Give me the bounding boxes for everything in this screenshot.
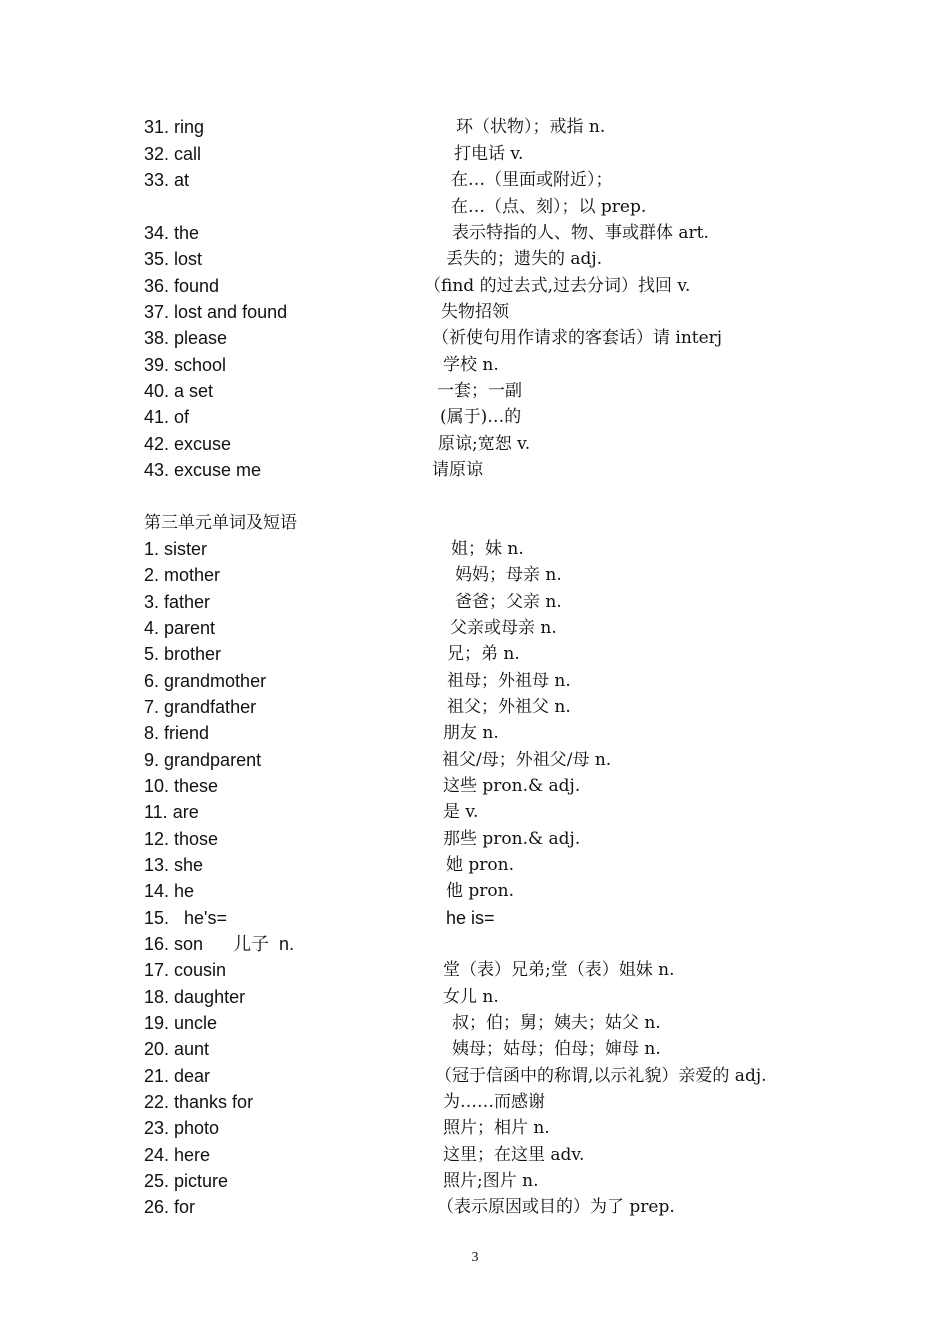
vocab-row	[0, 457, 950, 483]
vocab-row	[0, 1036, 950, 1062]
vocab-row	[0, 194, 950, 220]
english-word: 4. parent	[144, 618, 216, 638]
english-word: 14. he	[144, 881, 195, 901]
english-word: 5. brother	[144, 644, 222, 664]
english-word: 23. photo	[144, 1118, 220, 1138]
chinese-meaning: 她 pron.	[446, 855, 514, 875]
chinese-meaning: 他 pron.	[446, 881, 514, 901]
vocab-row	[0, 378, 950, 404]
vocab-row	[0, 536, 950, 562]
english-word: 21. dear	[144, 1066, 211, 1086]
unit-3-heading: 第三单元单词及短语	[144, 513, 297, 533]
chinese-meaning: 打电话 v.	[454, 144, 524, 164]
english-word: 19. uncle	[144, 1013, 218, 1033]
chinese-meaning: 是 v.	[443, 802, 479, 822]
chinese-meaning: 妈妈；母亲 n.	[455, 565, 562, 585]
chinese-meaning: 父亲或母亲 n.	[450, 618, 557, 638]
english-word: 2. mother	[144, 565, 221, 585]
chinese-meaning: 表示特指的人、物、事或群体 art.	[452, 223, 709, 243]
vocab-row	[0, 299, 950, 325]
vocab-row	[0, 589, 950, 615]
english-word: 40. a set	[144, 381, 214, 401]
english-word: 18. daughter	[144, 987, 246, 1007]
english-word: 16. son 儿子 n.	[144, 934, 295, 954]
vocab-row	[0, 1010, 950, 1036]
vocab-row	[0, 1089, 950, 1115]
vocab-row	[0, 931, 950, 957]
chinese-meaning: （find 的过去式,过去分词）找回 v.	[424, 276, 691, 296]
vocab-row	[0, 826, 950, 852]
english-word: 1. sister	[144, 539, 208, 559]
english-word: 3. father	[144, 592, 211, 612]
chinese-meaning: 祖母；外祖母 n.	[447, 671, 571, 691]
english-word: 34. the	[144, 223, 200, 243]
english-word: 35. lost	[144, 249, 203, 269]
vocab-row	[0, 668, 950, 694]
vocab-row	[0, 984, 950, 1010]
vocab-row	[0, 167, 950, 193]
vocab-row	[0, 1142, 950, 1168]
english-word: 9. grandparent	[144, 750, 262, 770]
english-word: 6. grandmother	[144, 671, 267, 691]
vocab-row	[0, 114, 950, 140]
chinese-meaning: 请原谅	[432, 460, 483, 480]
chinese-meaning: 爸爸；父亲 n.	[455, 592, 562, 612]
chinese-meaning: 为……而感谢	[443, 1092, 545, 1112]
english-word: 12. those	[144, 829, 219, 849]
vocab-row	[0, 694, 950, 720]
chinese-meaning: （祈使句用作请求的客套话）请 interj	[432, 328, 723, 348]
english-word: 20. aunt	[144, 1039, 210, 1059]
vocab-row	[0, 246, 950, 272]
vocab-row	[0, 799, 950, 825]
english-word: 26. for	[144, 1197, 196, 1217]
vocab-row	[0, 141, 950, 167]
english-word: 36. found	[144, 276, 220, 296]
english-word: 42. excuse	[144, 434, 232, 454]
chinese-meaning: （冠于信函中的称谓,以示礼貌）亲爱的 adj.	[435, 1066, 767, 1086]
english-word: 22. thanks for	[144, 1092, 254, 1112]
chinese-meaning: 学校 n.	[443, 355, 499, 375]
vocab-row	[0, 431, 950, 457]
vocab-row	[0, 1115, 950, 1141]
chinese-meaning: 原谅;宽恕 v.	[438, 434, 531, 454]
vocab-row	[0, 641, 950, 667]
vocab-row	[0, 852, 950, 878]
vocab-row	[0, 615, 950, 641]
chinese-meaning: 这些 pron.& adj.	[443, 776, 581, 796]
english-word: 8. friend	[144, 723, 210, 743]
chinese-meaning: 照片;图片 n.	[443, 1171, 539, 1191]
english-word: 43. excuse me	[144, 460, 262, 480]
english-word: 37. lost and found	[144, 302, 288, 322]
english-word: 41. of	[144, 407, 190, 427]
english-word: 25. picture	[144, 1171, 229, 1191]
chinese-meaning: 叔；伯；舅；姨夫；姑父 n.	[452, 1013, 661, 1033]
chinese-meaning: 这里；在这里 adv.	[443, 1145, 585, 1165]
vocab-row	[0, 905, 950, 931]
vocab-row	[0, 325, 950, 351]
chinese-meaning: 那些 pron.& adj.	[443, 829, 581, 849]
english-word: 17. cousin	[144, 960, 227, 980]
vocab-row	[0, 1194, 950, 1220]
english-word: 31. ring	[144, 117, 205, 137]
chinese-meaning: （表示原因或目的）为了 prep.	[437, 1197, 675, 1217]
page-number: 3	[471, 1250, 479, 1265]
vocab-row	[0, 273, 950, 299]
english-word: 11. are	[144, 802, 199, 822]
chinese-meaning: 失物招领	[441, 302, 509, 322]
chinese-meaning: 姨母；姑母；伯母；婶母 n.	[452, 1039, 661, 1059]
english-word: 38. please	[144, 328, 228, 348]
chinese-meaning: 一套；一副	[437, 381, 522, 401]
chinese-meaning: 环（状物）；戒指 n.	[456, 117, 606, 137]
english-word: 7. grandfather	[144, 697, 257, 717]
vocab-row	[0, 747, 950, 773]
english-word: 15. he's=	[144, 908, 227, 928]
vocab-row	[0, 220, 950, 246]
english-word: 13. she	[144, 855, 204, 875]
vocab-row	[0, 352, 950, 378]
vocab-row	[0, 562, 950, 588]
chinese-meaning: 女儿 n.	[443, 987, 499, 1007]
chinese-meaning: (属于)…的	[440, 407, 522, 427]
english-word: 33. at	[144, 170, 190, 190]
chinese-meaning: 丢失的；遗失的 adj.	[446, 249, 603, 269]
english-word: 32. call	[144, 144, 202, 164]
english-word: 24. here	[144, 1145, 211, 1165]
vocab-row	[0, 1168, 950, 1194]
chinese-meaning: 祖父/母；外祖父/母 n.	[442, 750, 612, 770]
chinese-meaning: 兄；弟 n.	[447, 644, 520, 664]
vocab-row	[0, 1063, 950, 1089]
vocab-row	[0, 404, 950, 430]
chinese-meaning: 姐；妹 n.	[451, 539, 524, 559]
vocab-row	[0, 773, 950, 799]
english-word: 10. these	[144, 776, 219, 796]
chinese-meaning: 朋友 n.	[443, 723, 499, 743]
english-word: 39. school	[144, 355, 227, 375]
chinese-meaning: 在…（点、刻）；以 prep.	[451, 197, 647, 217]
chinese-meaning: 祖父；外祖父 n.	[447, 697, 571, 717]
vocab-row	[0, 720, 950, 746]
chinese-meaning: 照片；相片 n.	[443, 1118, 550, 1138]
chinese-meaning: he is=	[446, 908, 495, 928]
vocab-row	[0, 878, 950, 904]
chinese-meaning: 堂（表）兄弟;堂（表）姐妹 n.	[443, 960, 675, 980]
vocab-row	[0, 957, 950, 983]
chinese-meaning: 在…（里面或附近）；	[451, 170, 613, 190]
